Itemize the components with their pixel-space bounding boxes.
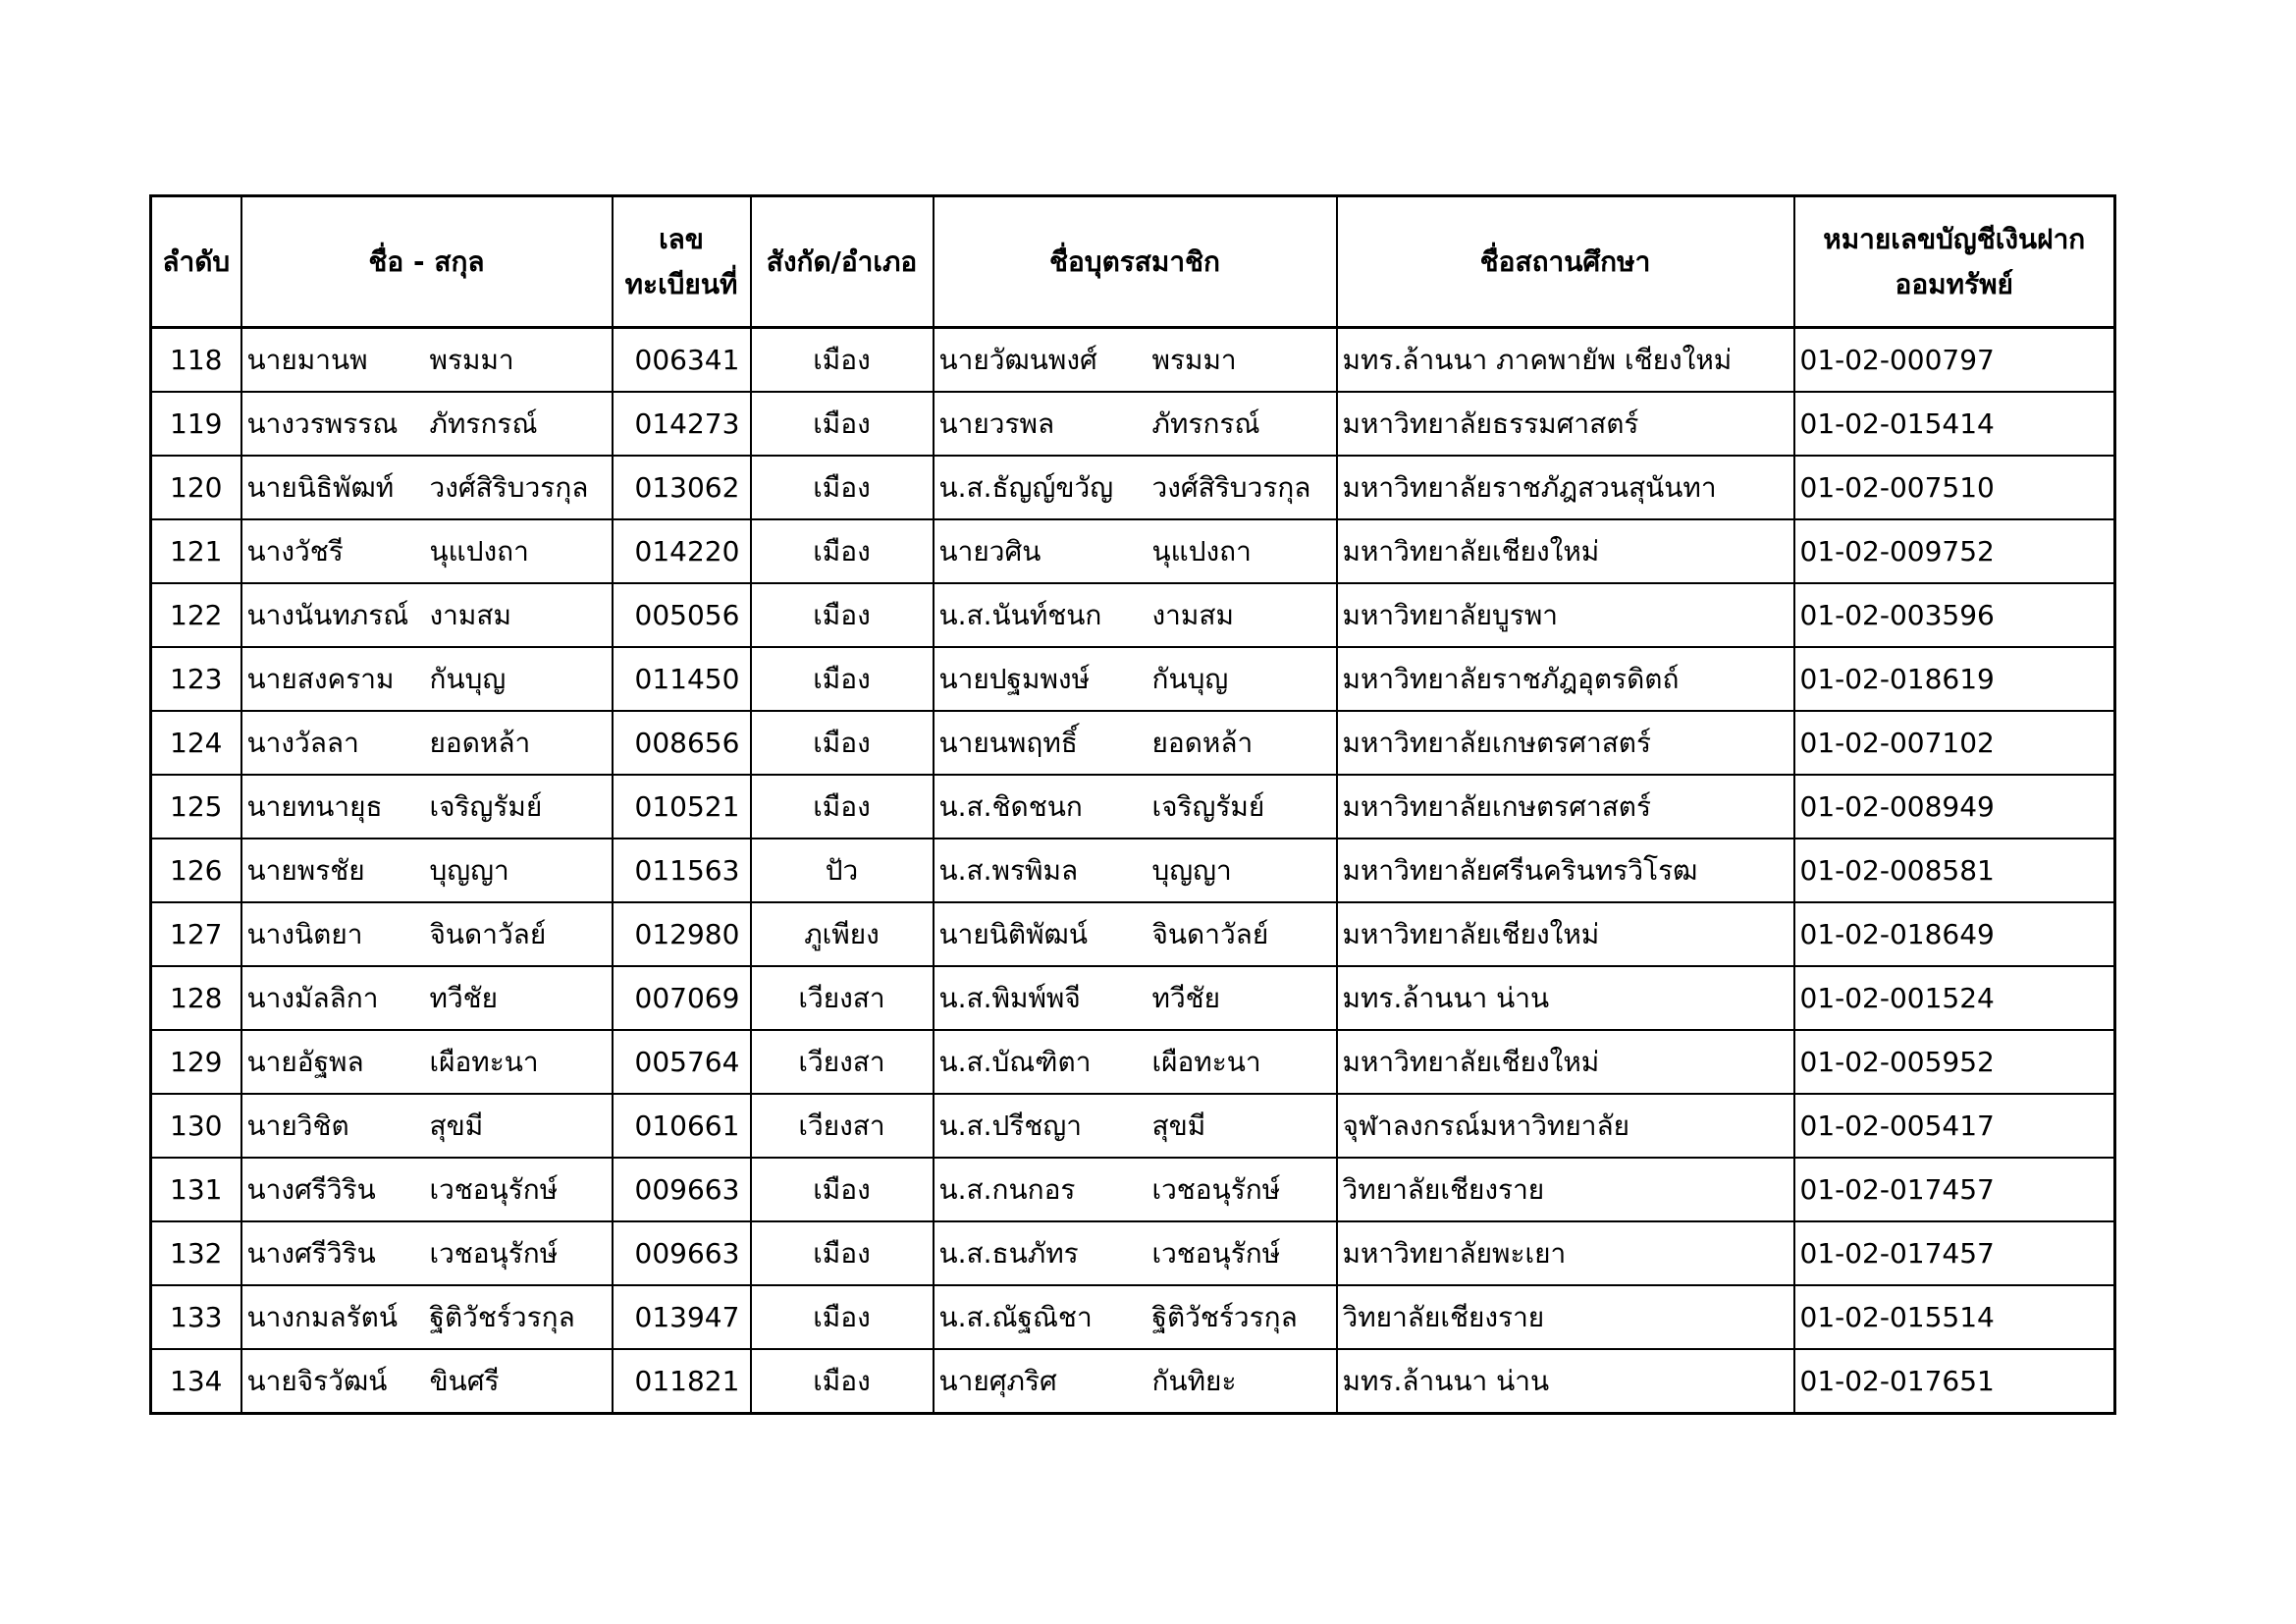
school-cell: มหาวิทยาลัยเชียงใหม่: [1337, 1030, 1794, 1094]
member-last-name: เจริญรัมย์: [429, 789, 543, 823]
member-first-name: นางศรีวิริน: [246, 1172, 376, 1206]
table-row: [151, 902, 2115, 966]
account-cell: 01-02-018619: [1794, 647, 2115, 711]
registration-cell: 013947: [613, 1285, 751, 1349]
child-last-name: กันบุญ: [1151, 662, 1229, 695]
district-cell: เมือง: [751, 1285, 934, 1349]
child-last-name: เจริญรัมย์: [1151, 789, 1265, 823]
table-row: [151, 1158, 2115, 1221]
member-last-name: กันบุญ: [429, 662, 507, 695]
seq-cell: 129: [151, 1030, 241, 1094]
member-last-name: พรมมา: [429, 343, 514, 376]
member-name-cell: [241, 966, 613, 1030]
child-last-name: งามสม: [1151, 598, 1234, 631]
member-last-name: ทวีชัย: [429, 981, 499, 1014]
registration-cell: 005056: [613, 583, 751, 647]
child-first-name: นายวรพล: [938, 406, 1055, 440]
header-school: ชื่อสถานศึกษา: [1337, 196, 1794, 328]
member-last-name: เผือทะนา: [429, 1045, 539, 1078]
child-name-cell: [934, 1094, 1337, 1158]
table-row: [151, 1030, 2115, 1094]
child-name-cell: [934, 775, 1337, 839]
seq-cell: 118: [151, 328, 241, 393]
child-last-name: ทวีชัย: [1151, 981, 1221, 1014]
member-first-name: นางวัลลา: [246, 726, 359, 759]
child-first-name: น.ส.กนกอร: [938, 1172, 1076, 1206]
child-name-cell: [934, 1221, 1337, 1285]
header-account: [1794, 196, 2115, 328]
member-last-name: ภัทรกรณ์: [429, 406, 538, 440]
member-last-name: จินดาวัลย์: [429, 917, 547, 950]
table-row: [151, 839, 2115, 902]
child-first-name: น.ส.ณัฐณิชา: [938, 1300, 1093, 1333]
child-first-name: นายศุภริศ: [938, 1364, 1057, 1397]
table-row: [151, 1221, 2115, 1285]
registration-cell: 014273: [613, 392, 751, 456]
account-cell: 01-02-003596: [1794, 583, 2115, 647]
child-last-name: ฐิติวัชร์วรกุล: [1151, 1300, 1298, 1333]
table-body: [151, 328, 2115, 1414]
district-cell: เมือง: [751, 328, 934, 393]
child-last-name: เวชอนุรักษ์: [1151, 1236, 1281, 1270]
school-cell: มหาวิทยาลัยพะเยา: [1337, 1221, 1794, 1285]
member-name-cell: [241, 902, 613, 966]
header-account-line2: ออมทรัพย์: [1895, 267, 2013, 300]
header-registration-line2: ทะเบียนที่: [624, 267, 738, 300]
member-first-name: นายจิรวัฒน์: [246, 1364, 388, 1397]
member-last-name: ยอดหล้า: [429, 726, 531, 759]
child-last-name: สุขมี: [1151, 1109, 1206, 1142]
seq-cell: 128: [151, 966, 241, 1030]
school-cell: มหาวิทยาลัยบูรพา: [1337, 583, 1794, 647]
table-row: [151, 647, 2115, 711]
account-cell: 01-02-005952: [1794, 1030, 2115, 1094]
district-cell: เมือง: [751, 1158, 934, 1221]
table-row: [151, 583, 2115, 647]
registration-cell: 005764: [613, 1030, 751, 1094]
child-first-name: น.ส.ธนภัทร: [938, 1236, 1079, 1270]
table-row: [151, 1285, 2115, 1349]
registration-cell: 009663: [613, 1221, 751, 1285]
seq-cell: 121: [151, 519, 241, 583]
seq-cell: 132: [151, 1221, 241, 1285]
member-first-name: นายมานพ: [246, 343, 368, 376]
member-last-name: ขินศรี: [429, 1364, 500, 1397]
member-first-name: นายทนายุธ: [246, 789, 383, 823]
registration-cell: 006341: [613, 328, 751, 393]
member-first-name: นางศรีวิริน: [246, 1236, 376, 1270]
member-name-cell: [241, 392, 613, 456]
registration-cell: 014220: [613, 519, 751, 583]
child-first-name: น.ส.พิมพ์พจี: [938, 981, 1081, 1014]
school-cell: มหาวิทยาลัยศรีนครินทรวิโรฒ: [1337, 839, 1794, 902]
school-cell: มหาวิทยาลัยเชียงใหม่: [1337, 902, 1794, 966]
child-first-name: น.ส.พรพิมล: [938, 853, 1079, 887]
district-cell: เวียงสา: [751, 1094, 934, 1158]
child-first-name: น.ส.นันท์ชนก: [938, 598, 1102, 631]
header-row: [151, 196, 2115, 328]
district-cell: เมือง: [751, 711, 934, 775]
school-cell: มหาวิทยาลัยเชียงใหม่: [1337, 519, 1794, 583]
district-cell: เมือง: [751, 1349, 934, 1414]
member-name-cell: [241, 1349, 613, 1414]
seq-cell: 122: [151, 583, 241, 647]
child-first-name: นายนิติพัฒน์: [938, 917, 1088, 950]
seq-cell: 131: [151, 1158, 241, 1221]
table-header: [151, 196, 2115, 328]
member-first-name: นางวรพรรณ: [246, 406, 399, 440]
seq-cell: 119: [151, 392, 241, 456]
member-first-name: นายสงคราม: [246, 662, 395, 695]
district-cell: เมือง: [751, 647, 934, 711]
table-row: [151, 1094, 2115, 1158]
child-name-cell: [934, 839, 1337, 902]
child-name-cell: [934, 328, 1337, 393]
registration-cell: 011450: [613, 647, 751, 711]
member-name-cell: [241, 1285, 613, 1349]
child-last-name: ภัทรกรณ์: [1151, 406, 1260, 440]
child-name-cell: [934, 647, 1337, 711]
member-name-cell: [241, 839, 613, 902]
registration-cell: 008656: [613, 711, 751, 775]
member-name-cell: [241, 1158, 613, 1221]
school-cell: มหาวิทยาลัยธรรมศาสตร์: [1337, 392, 1794, 456]
child-name-cell: [934, 583, 1337, 647]
member-first-name: นางวัชรี: [246, 534, 344, 568]
member-last-name: เวชอนุรักษ์: [429, 1172, 559, 1206]
school-cell: มหาวิทยาลัยเกษตรศาสตร์: [1337, 775, 1794, 839]
account-cell: 01-02-015414: [1794, 392, 2115, 456]
school-cell: มหาวิทยาลัยราชภัฎอุตรดิตถ์: [1337, 647, 1794, 711]
child-first-name: นายปฐมพงษ์: [938, 662, 1091, 695]
seq-cell: 124: [151, 711, 241, 775]
child-last-name: วงศ์สิริบวรกุล: [1151, 470, 1311, 504]
seq-cell: 134: [151, 1349, 241, 1414]
school-cell: จุฬาลงกรณ์มหาวิทยาลัย: [1337, 1094, 1794, 1158]
registration-cell: 013062: [613, 456, 751, 519]
school-cell: มหาวิทยาลัยราชภัฎสวนสุนันทา: [1337, 456, 1794, 519]
member-last-name: บุญญา: [429, 853, 509, 887]
member-last-name: สุขมี: [429, 1109, 484, 1142]
account-cell: 01-02-008949: [1794, 775, 2115, 839]
seq-cell: 125: [151, 775, 241, 839]
child-name-cell: [934, 1349, 1337, 1414]
member-first-name: นางมัลลิกา: [246, 981, 379, 1014]
member-first-name: นางนันทภรณ์: [246, 598, 409, 631]
child-first-name: น.ส.บัณฑิตา: [938, 1045, 1092, 1078]
district-cell: เวียงสา: [751, 1030, 934, 1094]
child-last-name: จินดาวัลย์: [1151, 917, 1269, 950]
members-table: [149, 194, 2116, 1415]
district-cell: ภูเพียง: [751, 902, 934, 966]
seq-cell: 133: [151, 1285, 241, 1349]
child-first-name: นายวศิน: [938, 534, 1041, 568]
child-last-name: เวชอนุรักษ์: [1151, 1172, 1281, 1206]
member-last-name: เวชอนุรักษ์: [429, 1236, 559, 1270]
school-cell: วิทยาลัยเชียงราย: [1337, 1285, 1794, 1349]
account-cell: 01-02-017651: [1794, 1349, 2115, 1414]
registration-cell: 011821: [613, 1349, 751, 1414]
member-name-cell: [241, 583, 613, 647]
child-first-name: น.ส.ปรีชญา: [938, 1109, 1082, 1142]
account-cell: 01-02-015514: [1794, 1285, 2115, 1349]
registration-cell: 011563: [613, 839, 751, 902]
member-first-name: นายนิธิพัฒท์: [246, 470, 395, 504]
district-cell: เมือง: [751, 456, 934, 519]
registration-cell: 007069: [613, 966, 751, 1030]
member-name-cell: [241, 711, 613, 775]
registration-cell: 010521: [613, 775, 751, 839]
registration-cell: 010661: [613, 1094, 751, 1158]
child-first-name: น.ส.ธัญญ์ขวัญ: [938, 470, 1114, 504]
account-cell: 01-02-007510: [1794, 456, 2115, 519]
account-cell: 01-02-017457: [1794, 1158, 2115, 1221]
header-name: ชื่อ - สกุล: [241, 196, 613, 328]
child-first-name: นายวัฒนพงศ์: [938, 343, 1097, 376]
child-last-name: บุญญา: [1151, 853, 1232, 887]
member-last-name: นุแปงถา: [429, 534, 529, 568]
child-name-cell: [934, 902, 1337, 966]
header-registration-line1: เลข: [659, 222, 704, 255]
child-name-cell: [934, 966, 1337, 1030]
member-name-cell: [241, 456, 613, 519]
child-name-cell: [934, 392, 1337, 456]
account-cell: 01-02-000797: [1794, 328, 2115, 393]
child-last-name: ยอดหล้า: [1151, 726, 1254, 759]
seq-cell: 126: [151, 839, 241, 902]
child-last-name: กันทิยะ: [1151, 1364, 1237, 1397]
seq-cell: 130: [151, 1094, 241, 1158]
account-cell: 01-02-008581: [1794, 839, 2115, 902]
school-cell: มหาวิทยาลัยเกษตรศาสตร์: [1337, 711, 1794, 775]
table-row: [151, 711, 2115, 775]
district-cell: เวียงสา: [751, 966, 934, 1030]
district-cell: เมือง: [751, 583, 934, 647]
account-cell: 01-02-009752: [1794, 519, 2115, 583]
table-row: [151, 519, 2115, 583]
member-first-name: นายวิชิต: [246, 1109, 349, 1142]
member-first-name: นายพรชัย: [246, 853, 365, 887]
seq-cell: 127: [151, 902, 241, 966]
district-cell: เมือง: [751, 392, 934, 456]
member-name-cell: [241, 647, 613, 711]
account-cell: 01-02-018649: [1794, 902, 2115, 966]
header-registration: [613, 196, 751, 328]
school-cell: วิทยาลัยเชียงราย: [1337, 1158, 1794, 1221]
seq-cell: 120: [151, 456, 241, 519]
school-cell: มทร.ล้านนา ภาคพายัพ เชียงใหม่: [1337, 328, 1794, 393]
table-row: [151, 775, 2115, 839]
member-last-name: ฐิติวัชร์วรกุล: [429, 1300, 575, 1333]
child-last-name: พรมมา: [1151, 343, 1237, 376]
district-cell: เมือง: [751, 1221, 934, 1285]
district-cell: ปัว: [751, 839, 934, 902]
table-row: [151, 392, 2115, 456]
school-cell: มทร.ล้านนา น่าน: [1337, 966, 1794, 1030]
district-cell: เมือง: [751, 519, 934, 583]
child-first-name: นายนพฤทธิ์: [938, 726, 1078, 759]
seq-cell: 123: [151, 647, 241, 711]
member-first-name: นางนิตยา: [246, 917, 363, 950]
child-name-cell: [934, 711, 1337, 775]
member-first-name: นางกมลรัตน์: [246, 1300, 398, 1333]
child-name-cell: [934, 519, 1337, 583]
district-cell: เมือง: [751, 775, 934, 839]
account-cell: 01-02-005417: [1794, 1094, 2115, 1158]
member-name-cell: [241, 1221, 613, 1285]
table-row: [151, 966, 2115, 1030]
member-name-cell: [241, 1094, 613, 1158]
member-name-cell: [241, 775, 613, 839]
table-row: [151, 328, 2115, 393]
child-last-name: นุแปงถา: [1151, 534, 1252, 568]
table-row: [151, 456, 2115, 519]
child-name-cell: [934, 1158, 1337, 1221]
account-cell: 01-02-001524: [1794, 966, 2115, 1030]
header-child-name: ชื่อบุตรสมาชิก: [934, 196, 1337, 328]
child-first-name: น.ส.ชิดชนก: [938, 789, 1083, 823]
member-last-name: วงศ์สิริบวรกุล: [429, 470, 589, 504]
header-seq: ลำดับ: [151, 196, 241, 328]
registration-cell: 009663: [613, 1158, 751, 1221]
table-row: [151, 1349, 2115, 1414]
member-last-name: งามสม: [429, 598, 511, 631]
registration-cell: 012980: [613, 902, 751, 966]
member-name-cell: [241, 519, 613, 583]
school-cell: มทร.ล้านนา น่าน: [1337, 1349, 1794, 1414]
member-name-cell: [241, 1030, 613, 1094]
account-cell: 01-02-017457: [1794, 1221, 2115, 1285]
child-name-cell: [934, 456, 1337, 519]
member-first-name: นายอัฐพล: [246, 1045, 364, 1078]
account-cell: 01-02-007102: [1794, 711, 2115, 775]
member-name-cell: [241, 328, 613, 393]
header-district: สังกัด/อำเภอ: [751, 196, 934, 328]
child-last-name: เผือทะนา: [1151, 1045, 1261, 1078]
child-name-cell: [934, 1030, 1337, 1094]
header-account-line1: หมายเลขบัญชีเงินฝาก: [1823, 222, 2086, 255]
child-name-cell: [934, 1285, 1337, 1349]
